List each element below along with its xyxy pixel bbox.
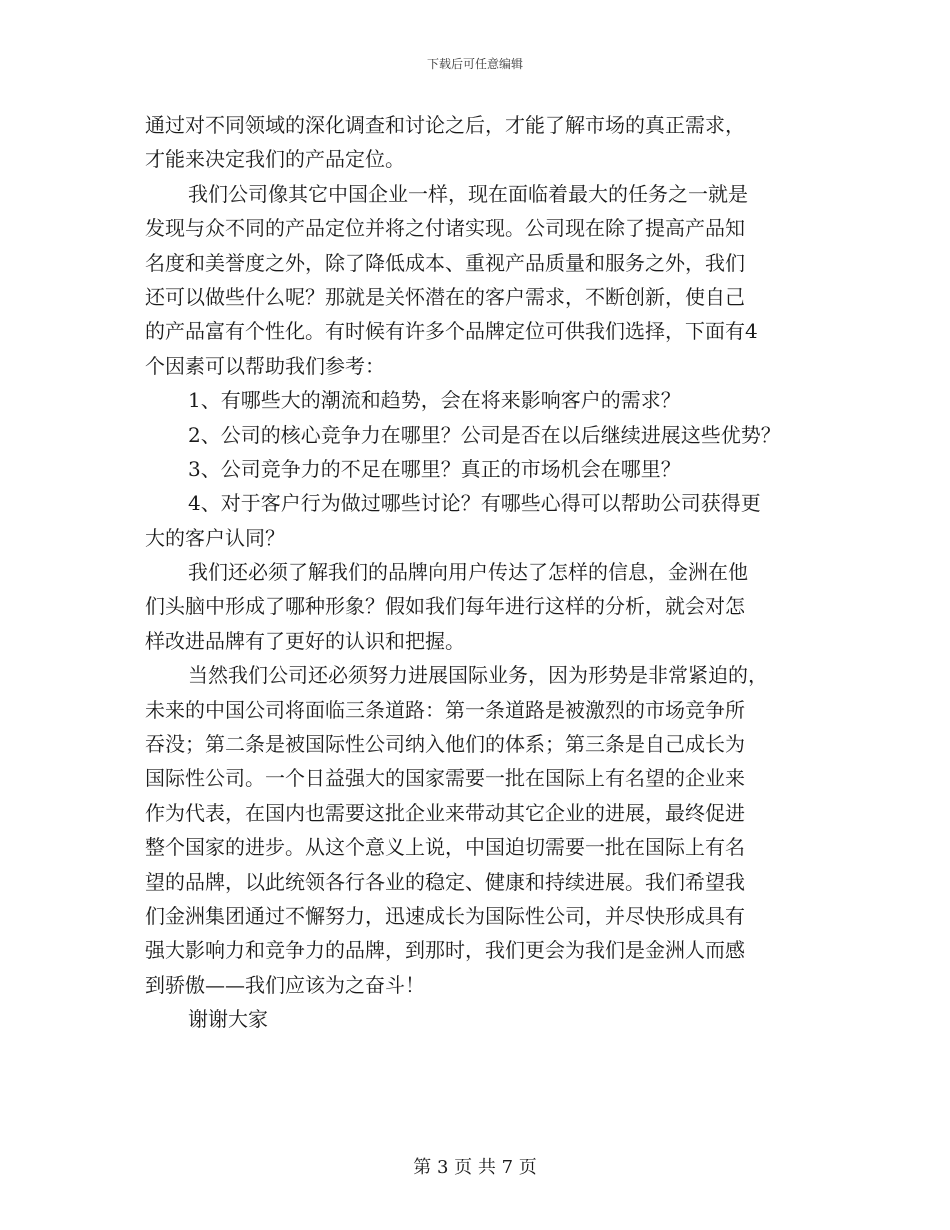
page-header: 下载后可任意编辑	[426, 57, 523, 71]
text-line: 们金洲集团通过不懈努力，迅速成长为国际性公司，并尽快形成具有	[145, 903, 745, 928]
closing-line: 谢谢大家	[188, 1007, 268, 1032]
text-line: 国际性公司。一个日益强大的国家需要一批在国际上有名望的企业来	[145, 766, 745, 791]
text-line: 还可以做些什么呢？那就是关怀潜在的客户需求，不断创新，使自己	[145, 284, 745, 309]
text-line: 发现与众不同的产品定位并将之付诸实现。公司现在除了提高产品知	[145, 216, 745, 241]
text-line: 大的客户认同？	[145, 525, 285, 550]
page-footer: 第 3 页 共 7 页	[413, 1157, 537, 1178]
text-line: 到骄傲——我们应该为之奋斗！	[145, 972, 425, 997]
text-line: 才能来决定我们的产品定位。	[145, 147, 405, 172]
list-item: 1、有哪些大的潮流和趋势，会在将来影响客户的需求？	[188, 388, 681, 413]
list-item: 3、公司竞争力的不足在哪里？真正的市场机会在哪里？	[188, 456, 681, 481]
list-item: 2、公司的核心竞争力在哪里？公司是否在以后继续进展这些优势？	[188, 422, 781, 447]
text-line: 样改进品牌有了更好的认识和把握。	[145, 628, 465, 653]
text-line: 吞没；第二条是被国际性公司纳入他们的体系；第三条是自己成长为	[145, 732, 745, 757]
text-line: 整个国家的进步。从这个意义上说，中国迫切需要一批在国际上有名	[145, 835, 745, 860]
text-line: 当然我们公司还必须努力进展国际业务，因为形势是非常紧迫的，	[188, 663, 768, 688]
text-line: 作为代表，在国内也需要这批企业来带动其它企业的进展，最终促进	[145, 800, 745, 825]
text-line: 我们还必须了解我们的品牌向用户传达了怎样的信息，金洲在他	[188, 560, 748, 585]
text-line: 强大影响力和竞争力的品牌，到那时，我们更会为我们是金洲人而感	[145, 938, 745, 963]
text-line: 们头脑中形成了哪种形象？假如我们每年进行这样的分析，就会对怎	[145, 594, 745, 619]
text-line: 名度和美誉度之外，除了降低成本、重视产品质量和服务之外，我们	[145, 250, 745, 275]
document-body	[145, 108, 813, 1037]
text-line: 望的品牌，以此统领各行各业的稳定、健康和持续进展。我们希望我	[145, 869, 745, 894]
text-line: 通过对不同领域的深化调查和讨论之后，才能了解市场的真正需求，	[145, 113, 745, 137]
text-line: 个因素可以帮助我们参考：	[145, 353, 385, 378]
text-line: 的产品富有个性化。有时候有许多个品牌定位可供我们选择，下面有4	[145, 319, 758, 344]
text-line: 未来的中国公司将面临三条道路：第一条道路是被激烈的市场竞争所	[145, 697, 745, 722]
text-line: 我们公司像其它中国企业一样，现在面临着最大的任务之一就是	[188, 181, 748, 206]
list-item: 4、对于客户行为做过哪些讨论？有哪些心得可以帮助公司获得更	[188, 491, 761, 516]
